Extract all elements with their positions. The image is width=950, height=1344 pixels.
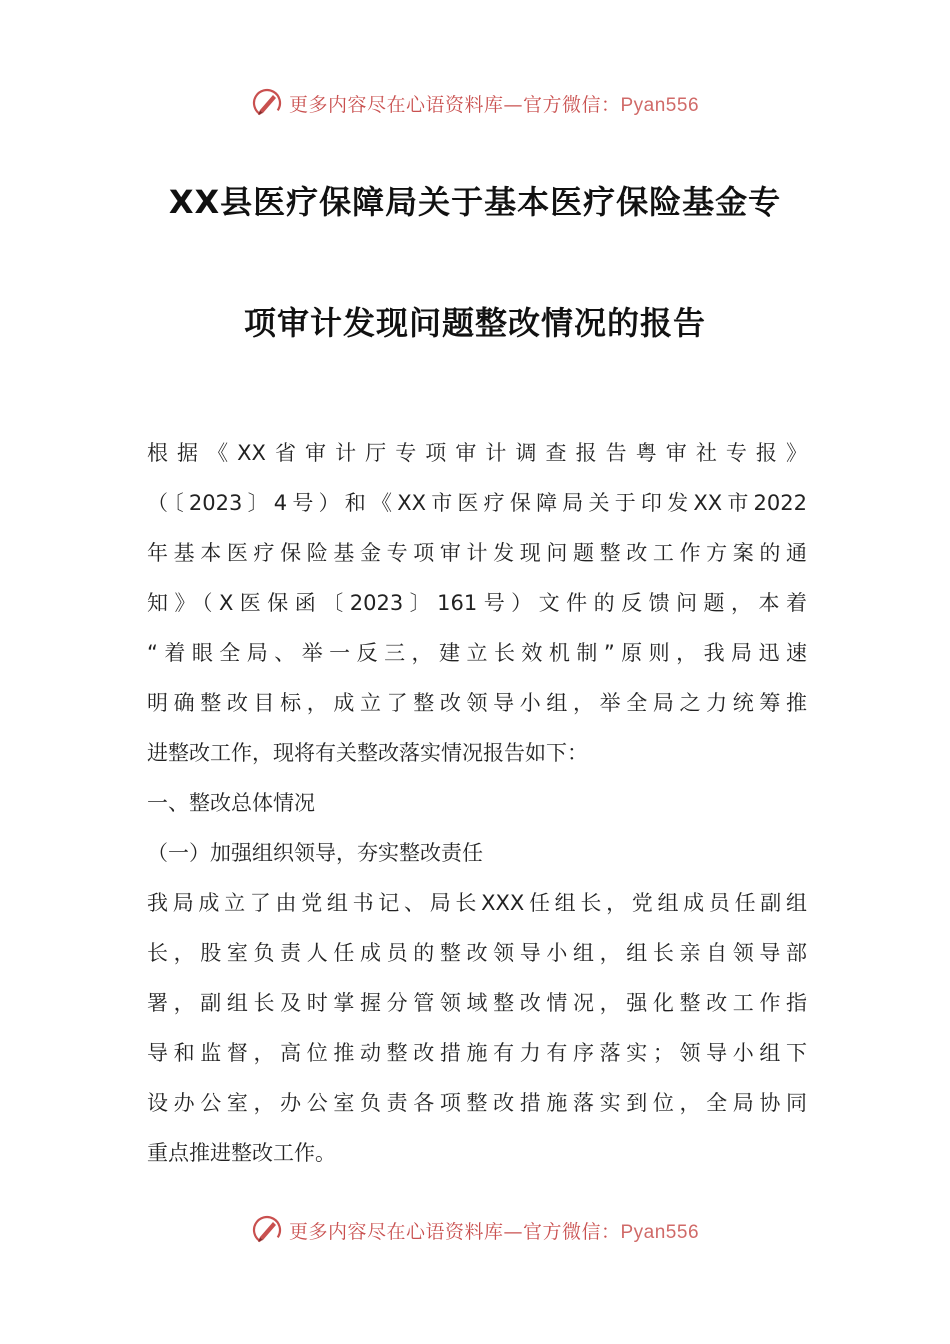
- subsection-heading: （一）加强组织领导，夯实整改责任: [147, 841, 483, 865]
- header-watermark: [0, 83, 950, 123]
- pen-logo-icon: [251, 87, 283, 119]
- body-line: 年基本医疗保险基金专项审计发现问题整改工作方案的通: [147, 541, 807, 565]
- body-line: 我局成立了由党组书记、局长XXX任组长，党组成员任副组: [147, 891, 807, 915]
- document-title-line-2: 项审计发现问题整改情况的报告: [243, 304, 706, 342]
- watermark-text: 更多内容尽在心语资料库—官方微信：Pyan556: [288, 1220, 700, 1243]
- body-line: （〔2023〕4号）和《XX市医疗保障局关于印发XX市2022: [147, 491, 807, 515]
- document-body: [147, 428, 807, 1178]
- body-line: 根据《XX省审计厅专项审计调查报告粤审社专报》: [147, 441, 807, 465]
- body-line: 进整改工作，现将有关整改落实情况报告如下：: [147, 741, 588, 765]
- watermark-text: 更多内容尽在心语资料库—官方微信：Pyan556: [288, 93, 700, 116]
- body-line: “着眼全局、举一反三，建立长效机制”原则，我局迅速: [147, 641, 807, 665]
- footer-watermark: [0, 1210, 950, 1250]
- section-heading: 一、整改总体情况: [147, 791, 315, 815]
- body-line: 署，副组长及时掌握分管领域整改情况，强化整改工作指: [147, 991, 807, 1015]
- body-line: 长，股室负责人任成员的整改领导小组，组长亲自领导部: [147, 941, 807, 965]
- document-title-line-1: XX县医疗保障局关于基本医疗保险基金专: [168, 183, 782, 221]
- body-line: 重点推进整改工作。: [147, 1141, 336, 1165]
- body-line: 知》（X医保函〔2023〕161号）文件的反馈问题，本着: [147, 591, 807, 615]
- body-line: 导和监督，高位推动整改措施有力有序落实；领导小组下: [147, 1041, 807, 1065]
- pen-logo-icon: [251, 1214, 283, 1246]
- body-line: 设办公室，办公室负责各项整改措施落实到位，全局协同: [147, 1091, 807, 1115]
- body-line: 明确整改目标，成立了整改领导小组，举全局之力统筹推: [147, 691, 807, 715]
